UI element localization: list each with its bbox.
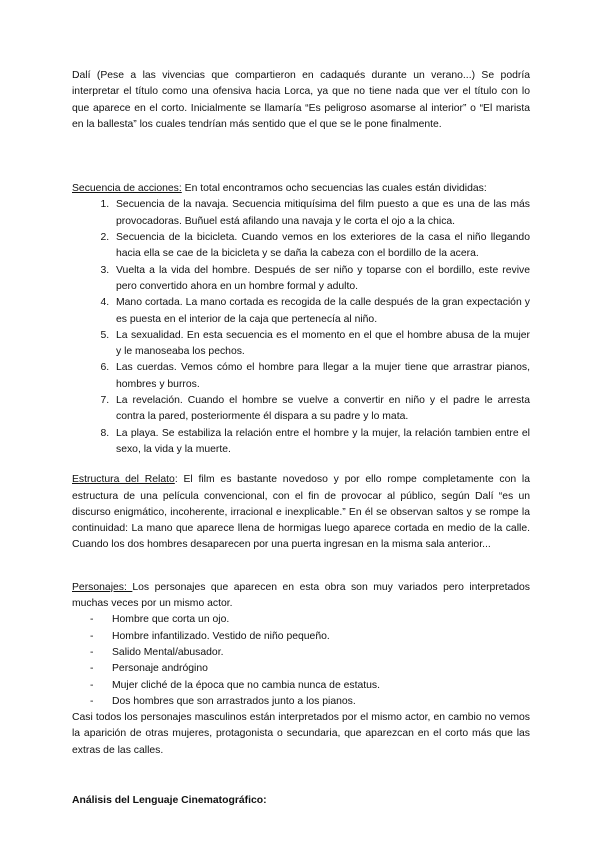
- secuencia-text: En total encontramos ocho secuencias las cuales están divididas:: [181, 183, 487, 195]
- dash-bullet: -: [90, 614, 94, 626]
- list-item: [72, 645, 530, 661]
- dash-bullet: -: [90, 695, 94, 707]
- list-item: [72, 678, 530, 694]
- list-item: 3. Vuelta a la vida del hombre. Después de ser niño y toparse con el bordillo, este revive pero convertido ahora en un hombre formal y adulto.: [112, 263, 530, 296]
- list-item: [72, 694, 530, 710]
- section-heading: Análisis del Lenguaje Cinematográfico:: [72, 794, 267, 806]
- list-item: 5. La sexualidad. En esta secuencia es el momento en el que el hombre abusa de la mujer y le manoseaba los pechos.: [112, 328, 530, 361]
- personajes-paragraph: [72, 580, 530, 613]
- estructura-text: : El film es bastante novedoso y por ello rompe completamente con la estructura de una película convencional, con el fin de provocar al público, según Dalí “es un discurso enigmático, incoherente, irracional e inexplicable.” En él se observan saltos y se rompe la continuidad: La mano que aparece llena de hormigas luego aparece cortada en medio de la calle. Cuando los dos hombres desaparecen por una puerta ingresan en la misma sala anterior...: [72, 474, 530, 551]
- list-item-text: Salido Mental/abusador.: [112, 646, 224, 658]
- list-item: [72, 612, 530, 628]
- list-item-text: Mujer cliché de la época que no cambia nunca de estatus.: [112, 679, 381, 691]
- list-item: 1. Secuencia de la navaja. Secuencia mitiquísima del film puesto a que es una de las más provocadoras. Buñuel está afilando una navaja y le corta el ojo a la chica.: [112, 197, 530, 230]
- list-item-text: Personaje andrógino: [112, 663, 208, 675]
- personajes-closing: Casi todos los personajes masculinos están interpretados por el mismo actor, en cambio no vemos la aparición de otras mujeres, protagonista o secundaria, que aparezcan en el corto más que las extras de las calles.: [72, 712, 530, 756]
- estructura-label: Estructura del Relato: [72, 474, 175, 486]
- list-item: [72, 661, 530, 677]
- list-item: 2. Secuencia de la bicicleta. Cuando vemos en los exteriores de la casa el niño llegando hacia ella se cae de la bicicleta y se daña la cabeza con el bordillo de la acera.: [112, 230, 530, 263]
- list-item-text: Dos hombres que son arrastrados junto a los pianos.: [112, 695, 356, 707]
- personajes-text: Los personajes que aparecen en esta obra son muy variados pero interpretados muchas veces por un mismo actor.: [72, 581, 530, 610]
- list-item: [72, 629, 530, 645]
- document-page: [72, 68, 530, 809]
- secuencia-label: Secuencia de acciones:: [72, 183, 182, 195]
- estructura-paragraph: [72, 472, 530, 553]
- secuencia-paragraph: [72, 181, 530, 197]
- dash-bullet: -: [90, 646, 94, 658]
- personajes-list: [72, 612, 530, 710]
- dash-bullet: -: [90, 630, 94, 642]
- dash-bullet: -: [90, 663, 94, 675]
- list-item: 7. La revelación. Cuando el hombre se vuelve a convertir en niño y el padre le arresta contra la pared, posteriormente él dispara a su padre y lo mata.: [112, 393, 530, 426]
- list-item-text: Hombre que corta un ojo.: [112, 614, 230, 626]
- list-item: 6. Las cuerdas. Vemos cómo el hombre para llegar a la mujer tiene que arrastrar pianos, hombres y burros.: [112, 360, 530, 393]
- list-item: 4. Mano cortada. La mano cortada es recogida de la calle después de la gran expectación y es puesta en el interior de la caja que pertenecía al niño.: [112, 295, 530, 328]
- personajes-label: Personajes:: [72, 581, 133, 593]
- list-item-text: Hombre infantilizado. Vestido de niño pequeño.: [112, 630, 330, 642]
- dash-bullet: -: [90, 679, 94, 691]
- list-item: 8. La playa. Se estabiliza la relación entre el hombre y la mujer, la relación tambien entre el sexo, la vida y la muerte.: [112, 426, 530, 459]
- intro-paragraph: Dalí (Pese a las vivencias que compartieron en cadaqués durante un verano...) Se podría interpretar el título como una ofensiva hacia Lorca, ya que no tiene nada que ver el título con lo que aparece en el corto. Inicialmente se llamaría “Es peligroso asomarse al interior” o “El marista en la ballesta” los cuales tendrían más sentido que el que se le pone finalmente.: [72, 70, 530, 130]
- secuencia-list: [72, 197, 530, 458]
